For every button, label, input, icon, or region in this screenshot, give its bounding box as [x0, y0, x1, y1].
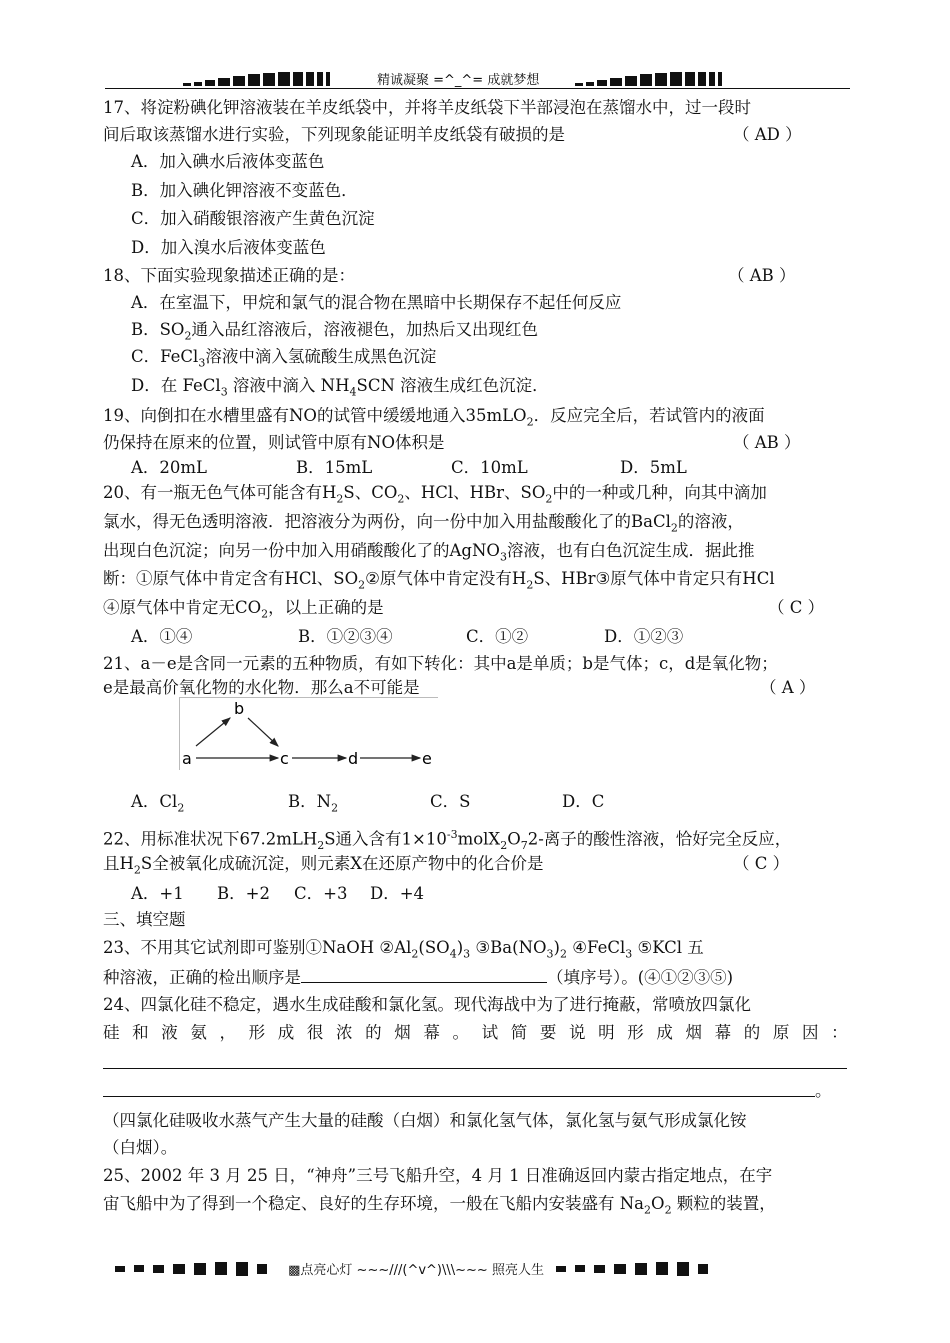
q20-option-c: C．①② [466, 627, 529, 646]
q20-line-4: 断：①原气体中肯定含有HCl、$SO_2②$原气体中肯定没有$H_2S$、HBr③原气体中肯定只有HCl [103, 569, 775, 592]
q20-line-5: ④原气体中肯定无$CO_2$，以上正确的是 [103, 598, 384, 621]
q21-option-b: B．$N_2$ [288, 792, 339, 815]
q24-answer-line-2: （白烟）。 [103, 1138, 178, 1157]
q24-answer-blank-2[interactable] [103, 1096, 815, 1097]
q18-option-c: C．FeCl$_3$溶液中滴入氢硫酸生成黑色沉淀 [131, 347, 437, 370]
q23-line-1: 23、不用其它试剂即可鉴别①NaOH $②Al_2(SO_4)_3$ $③Ba(NO_3)_2$ ④FeCl$_3$ ⑤KCl 五 [103, 938, 704, 961]
q22-option-c: C．+3 [294, 884, 348, 903]
header-decoration-left [183, 72, 330, 86]
conversion-arrows [180, 698, 438, 770]
q17-line-1: 17、将淀粉碘化钾溶液装在羊皮纸袋中，并将羊皮纸袋下半部浸泡在蒸馏水中，过一段时 [103, 98, 751, 117]
footer-text: ▩点亮心灯 ~~~///(^v^)\\\~~~ 照亮人生 [288, 1263, 544, 1278]
q24-period: 。 [815, 1081, 832, 1100]
q22-option-a: A．+1 [131, 884, 184, 903]
q19-option-b: B．15mL [296, 458, 373, 477]
page-footer [115, 1259, 835, 1279]
node-b: b [234, 699, 245, 718]
q22-answer: （ C ） [733, 854, 790, 873]
q17-option-a: A．加入碘水后液体变蓝色 [131, 152, 325, 171]
q22-line-2: 且$H_2S$全被氧化成硫沉淀，则元素X在还原产物中的化合价是 [103, 854, 544, 877]
q20-answer: （ C ） [768, 598, 825, 617]
q21-line-1: 21、a－e是含同一元素的五种物质，有如下转化：其中a是单质；b是气体；c，d是氧化物； [103, 654, 778, 673]
q17-answer: （ AD ） [733, 125, 802, 144]
q20-option-b: B．①②③④ [298, 627, 393, 646]
q20-line-2: 氯水，得无色透明溶液．把溶液分为两份，向一份中加入用盐酸酸化了的BaCl$_2$的溶液， [103, 512, 744, 535]
q21-option-a: A．$Cl_2$ [131, 792, 185, 815]
q25-line-2: 宙飞船中为了得到一个稳定、良好的生存环境，一般在飞船内安装盛有 $Na_2O_2$ 颗粒的装置， [103, 1194, 776, 1217]
node-c: c [280, 749, 289, 768]
q25-line-1: 25、2002 年 3 月 25 日，“神舟”三号飞船升空，4 月 1 日准确返回内蒙古指定地点，在宇 [103, 1166, 773, 1185]
conversion-diagram [179, 697, 438, 770]
q20-option-d: D．①②③ [604, 627, 684, 646]
q18-option-a: A．在室温下，甲烷和氯气的混合物在黑暗中长期保存不起任何反应 [131, 293, 622, 312]
q17-option-c: C．加入硝酸银溶液产生黄色沉淀 [131, 209, 375, 228]
q24-answer-blank-1[interactable] [103, 1068, 847, 1069]
q19-answer: （ AB ） [733, 433, 801, 452]
node-d: d [348, 749, 359, 768]
q20-option-a: A．①④ [131, 627, 193, 646]
q18-stem: 18、下面实验现象描述正确的是： [103, 266, 355, 285]
q23-line-2: 种溶液，正确的检出顺序是 （填序号）。(④①②③⑤) [103, 964, 733, 990]
q19-option-c: C．10mL [451, 458, 528, 477]
q23-answer-blank[interactable] [301, 964, 547, 983]
q20-line-3: 出现白色沉淀；向另一份中加入用硝酸酸化了的AgNO$_3$溶液，也有白色沉淀生成．据此推 [103, 541, 755, 564]
q24-line-2: 硅 和 液 氨 ， 形 成 很 浓 的 烟 幕 。 试 简 要 说 明 形 成 烟 幕 的 原 因 ： [103, 1023, 848, 1042]
q19-option-d: D．5mL [620, 458, 687, 477]
header-decoration-right [575, 72, 722, 86]
q24-line-1: 24、四氯化硅不稳定，遇水生成硅酸和氯化氢。现代海战中为了进行掩蔽，常喷放四氯化 [103, 995, 751, 1014]
q18-option-d: D．在 FeCl$_3$ 溶液中滴入 $NH_4SCN$ 溶液生成红色沉淀． [131, 376, 549, 399]
q18-option-b: B．$SO_2$通入品红溶液后，溶液褪色，加热后又出现红色 [131, 320, 538, 343]
q24-answer-line-1: （四氯化硅吸收水蒸气产生大量的硅酸（白烟）和氯化氢气体，氯化氢与氨气形成氯化铵 [103, 1111, 747, 1130]
node-e: e [422, 749, 432, 768]
q22-line-1: 22、用标准状况下67.2mLH$_2$S通入含有$1\times 10^{-3}molX_2O_72-$离子的酸性溶液，恰好完全反应， [103, 828, 792, 852]
header-text: 精诚凝聚 =^_^= 成就梦想 [377, 73, 540, 88]
q21-line-2: e是最高价氧化物的水化物．那么a不可能是 [103, 678, 420, 697]
q22-option-d: D．+4 [370, 884, 425, 903]
node-a: a [182, 749, 192, 768]
q17-line-2: 间后取该蒸馏水进行实验，下列现象能证明羊皮纸袋有破损的是 [103, 125, 565, 144]
section-title: 三、填空题 [103, 910, 186, 929]
q19-line-2: 仍保持在原来的位置，则试管中原有NO体积是 [103, 433, 445, 452]
page-header [105, 68, 850, 90]
q21-option-c: C．S [430, 792, 471, 811]
q19-option-a: A．20mL [131, 458, 208, 477]
q17-option-d: D．加入溴水后液体变蓝色 [131, 238, 326, 257]
q17-option-b: B．加入碘化钾溶液不变蓝色． [131, 181, 358, 200]
q18-answer: （ AB ） [728, 266, 796, 285]
q21-option-d: D．C [562, 792, 605, 811]
q21-answer: （ A ） [760, 678, 816, 697]
q20-line-1: 20、有一瓶无色气体可能含有$H_2S$、$CO_2$、HCl、HBr、$SO_2$中的一种或几种，向其中滴加 [103, 483, 767, 506]
q19-line-1: 19、向倒扣在水槽里盛有NO的试管中缓缓地通入35mLO$_2$．反应完全后，若试管内的液面 [103, 406, 765, 429]
q22-option-b: B．+2 [217, 884, 270, 903]
header-rule [105, 88, 850, 89]
